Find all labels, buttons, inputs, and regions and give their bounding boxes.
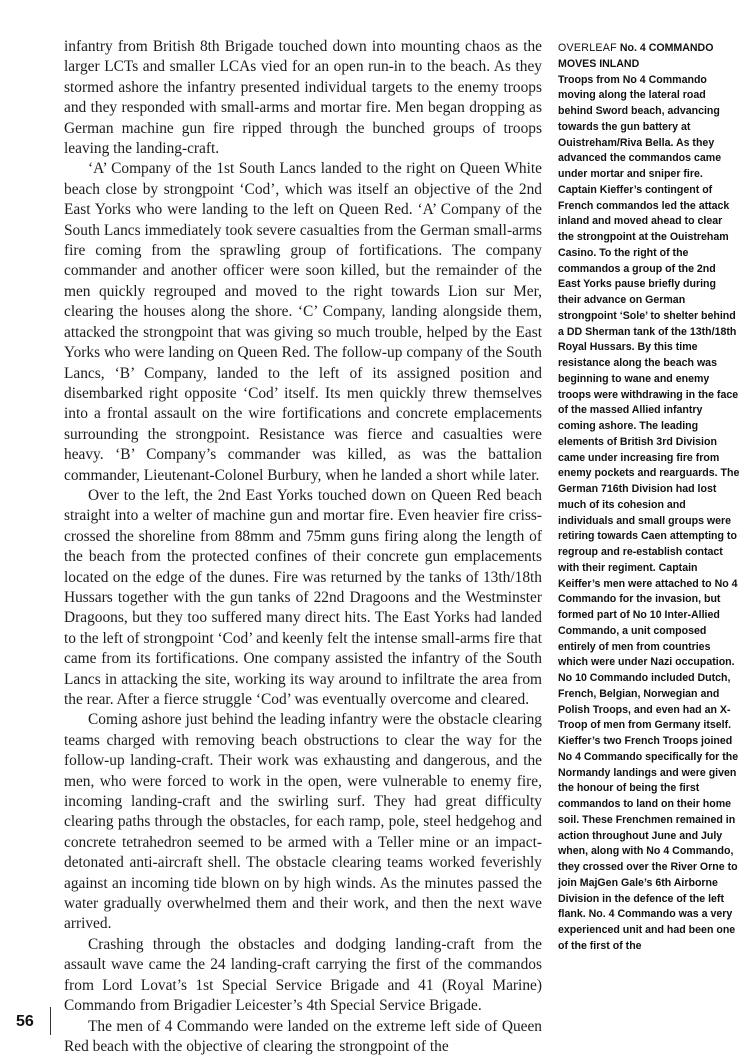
folio-divider <box>50 1007 51 1035</box>
main-paragraph-1: infantry from British 8th Brigade touched down into mounting chaos as the larger LCTs and smaller LCAs vied for an open run-in to the beach. As they stormed ashore the infantry presented individual targets to the enemy troops and they responded with small-arms and mortar fire. Men began dropping as German machine gun fire ripped through the bunched groups of troops leaving the landing-craft. <box>64 37 542 159</box>
caption-kicker: OVERLEAF <box>558 42 617 54</box>
main-paragraph-6: The men of 4 Commando were landed on the extreme left side of Queen Red beach with the objective of clearing the strongpoint of the <box>64 1017 542 1057</box>
caption-sidebar <box>558 41 740 955</box>
page-number: 56 <box>16 1013 34 1031</box>
main-text-column <box>64 37 542 1057</box>
caption-body: Troops from No 4 Commando moving along the lateral road behind Sword beach, advancing towards the gun battery at Ouistreham/Riva Bella. As they advanced the commandos came under mortar and sniper fire. Captain Kieffer’s contingent of French commandos led the attack inland and moved ahead to clear the strongpoint at the Ouistreham Casino. To the right of the commandos a group of the 2nd East Yorks pause briefly during their advance on German strongpoint ‘Sole’ to shelter behind a DD Sherman tank of the 13th/18th Royal Hussars. By this time resistance along the beach was beginning to wane and enemy troops were withdrawing in the face of the massed Allied infantry coming ashore. The leading elements of British 3rd Division came under increasing fire from enemy pockets and rearguards. The German 716th Division had lost much of its cohesion and individuals and small groups were retiring towards Caen attempting to regroup and re-establish contact with their regiment. Captain Keiffer’s men were attached to No 4 Commando for the invasion, but formed part of No 10 Inter-Allied Commando, a unit composed entirely of men from countries which were under Nazi occupation. No 10 Commando included Dutch, French, Belgian, Norwegian and Polish Troops, and even had an X-Troop of men from Germany itself. Kieffer’s two French Troops joined No 4 Commando specifically for the Normandy landings and were given the honour of being the first commandos to land on their home soil. These Frenchmen remained in action throughout June and July when, along with No 4 Commando, they crossed over the River Orne to join MajGen Gale’s 6th Airborne Division in the defence of the left flank. No. 4 Commando was a very experienced unit and had been one of the first of the <box>558 74 739 952</box>
main-paragraph-5: Crashing through the obstacles and dodging landing-craft from the assault wave came the 24 landing-craft carrying the first of the commandos from Lord Lovat’s 1st Special Service Brigade and 41 (Royal Marine) Commando from Brigadier Leicester’s 4th Special Service Brigade. <box>64 935 542 1017</box>
main-paragraph-2: ‘A’ Company of the 1st South Lancs landed to the right on Queen White beach close by strongpoint ‘Cod’, which was itself an objective of the 2nd East Yorks who were landing to the left on Queen Red. ‘A’ Company of the South Lancs immediately took severe casualties from the German small-arms fire coming from the sprawling group of fortifications. The company commander and another officer were soon killed, but the remainder of the men quickly regrouped and moved to the right towards Lion sur Mer, clearing the houses along the shore. ‘C’ Company, landing alongside them, attacked the strongpoint that was giving so much trouble, helped by the East Yorks who were landing on Queen Red. The follow-up company of the South Lancs, ‘B’ Company, landed to the left of its assigned position and disembarked right opposite ‘Cod’ itself. Its men quickly threw themselves into a frontal assault on the wire fortifications and concrete emplacements surrounding the strongpoint. Resistance was fierce and casualties were heavy. ‘B’ Company’s commander was killed, as was the battalion commander, Lieutenant-Colonel Burbury, when he landed a short while later. <box>64 159 542 486</box>
main-paragraph-4: Coming ashore just behind the leading infantry were the obstacle clearing teams charged with removing beach obstructions to clear the way for the follow-up landing-craft. Their work was exhausting and dangerous, and the men, who were forced to work in the open, were vulnerable to enemy fire, incoming landing-craft and the swirling surf. They had great difficulty clearing paths through the obstacles, for each ramp, pole, steel hedgehog and concrete tetrahedron seemed to be armed with a Teller mine or an impact-detonated anti-aircraft shell. The obstacle clearing teams worked feverishly against an incoming tide blown on by high winds. As the minutes passed the water gradually overwhelmed them and their work, and then the next wave arrived. <box>64 710 542 934</box>
caption-heading: No. 4 COMMANDO MOVES INLAND <box>558 42 713 70</box>
main-paragraph-3: Over to the left, the 2nd East Yorks touched down on Queen Red beach straight into a welter of machine gun and mortar fire. Even heavier fire criss-crossed the shoreline from 88mm and 75mm guns firing along the length of the beach from the protected confines of their concrete gun emplacements located on the edge of the dunes. Fire was returned by the tanks of 13th/18th Hussars together with the gun tanks of 22nd Dragoons and the Westminster Dragoons, but they too suffered many direct hits. The East Yorks had landed to the left of strongpoint ‘Cod’ and keenly felt the intense small-arms fire that came from its fortifications. One company assisted the infantry of the South Lancs in attacking the site, working its way around to infiltrate the area from the rear. After a fierce struggle ‘Cod’ was eventually overcome and cleared. <box>64 486 542 710</box>
